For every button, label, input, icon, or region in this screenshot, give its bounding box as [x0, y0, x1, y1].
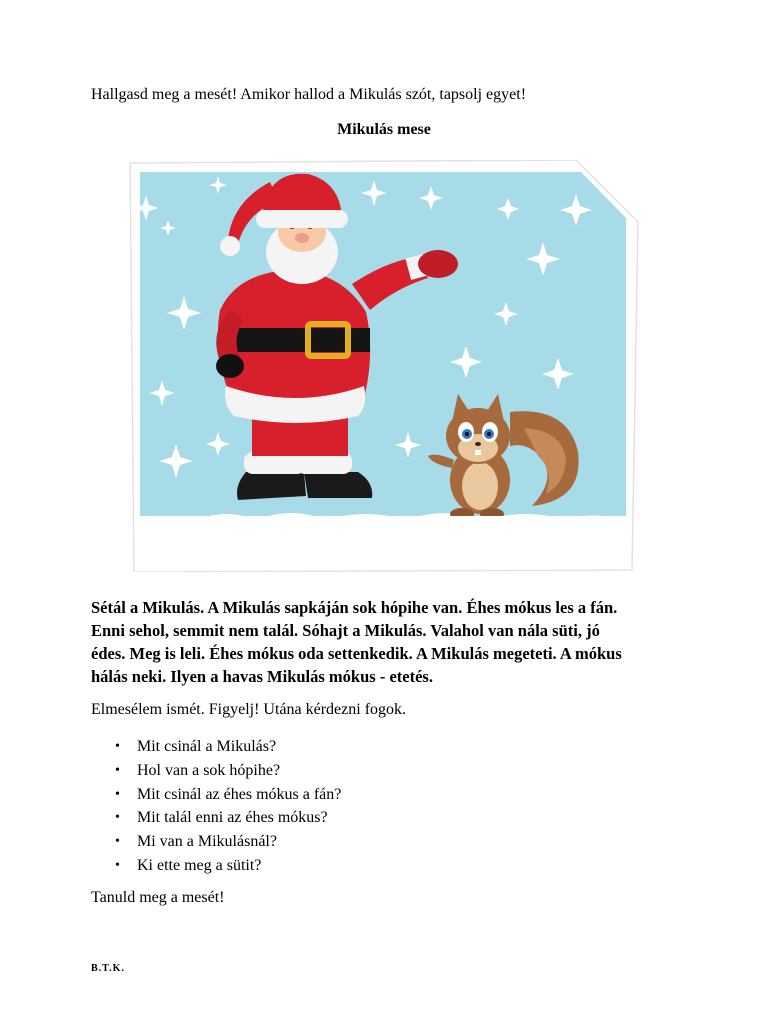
- bullet-icon: •: [115, 739, 120, 754]
- santa-squirrel-illustration: [126, 160, 642, 572]
- story-line: édes. Meg is leli. Éhes mókus oda settenkedik. A Mikulás megeteti. A mókus: [91, 644, 622, 663]
- question-text: Mit csinál a Mikulás?: [137, 738, 277, 755]
- story-line: Sétál a Mikulás. A Mikulás sapkáján sok hópihe van. Éhes mókus les a fán.: [91, 598, 618, 617]
- list-item: [91, 735, 341, 759]
- bullet-icon: •: [115, 762, 120, 778]
- bullet-icon: •: [115, 857, 120, 873]
- question-text: Mit csinál az éhes mókus a fán?: [137, 785, 342, 803]
- story-line: hálás neki. Ilyen a havas Mikulás mókus - etetés.: [91, 667, 433, 686]
- closing-text: Tanuld meg a mesét!: [91, 889, 225, 906]
- list-item: [91, 806, 341, 830]
- question-text: Mi van a Mikulásnál?: [137, 833, 277, 851]
- story-line: Enni sehol, semmit nem talál. Sóhajt a Mikulás. Valahol van nála süti, jó: [91, 621, 600, 640]
- question-text: Ki ette meg a sütit?: [137, 856, 262, 874]
- question-text: Hol van a sok hópihe?: [137, 761, 281, 779]
- bullet-icon: •: [115, 834, 120, 850]
- list-item: [91, 759, 341, 783]
- bullet-icon: •: [115, 786, 120, 802]
- signature: B.T.K.: [91, 963, 125, 974]
- question-list: [91, 735, 341, 878]
- list-item: [91, 783, 341, 807]
- story-title: Mikulás mese: [337, 121, 431, 138]
- retell-instruction: Elmesélem ismét. Figyelj! Utána kérdezni fogok.: [91, 701, 407, 718]
- question-text: Mit talál enni az éhes mókus?: [137, 809, 328, 827]
- bullet-icon: •: [115, 810, 120, 826]
- list-item: [91, 830, 341, 854]
- list-item: [91, 854, 341, 878]
- instruction-text: Hallgasd meg a mesét! Amikor hallod a Mikulás szót, tapsolj egyet!: [91, 86, 527, 103]
- story-text: [91, 596, 691, 688]
